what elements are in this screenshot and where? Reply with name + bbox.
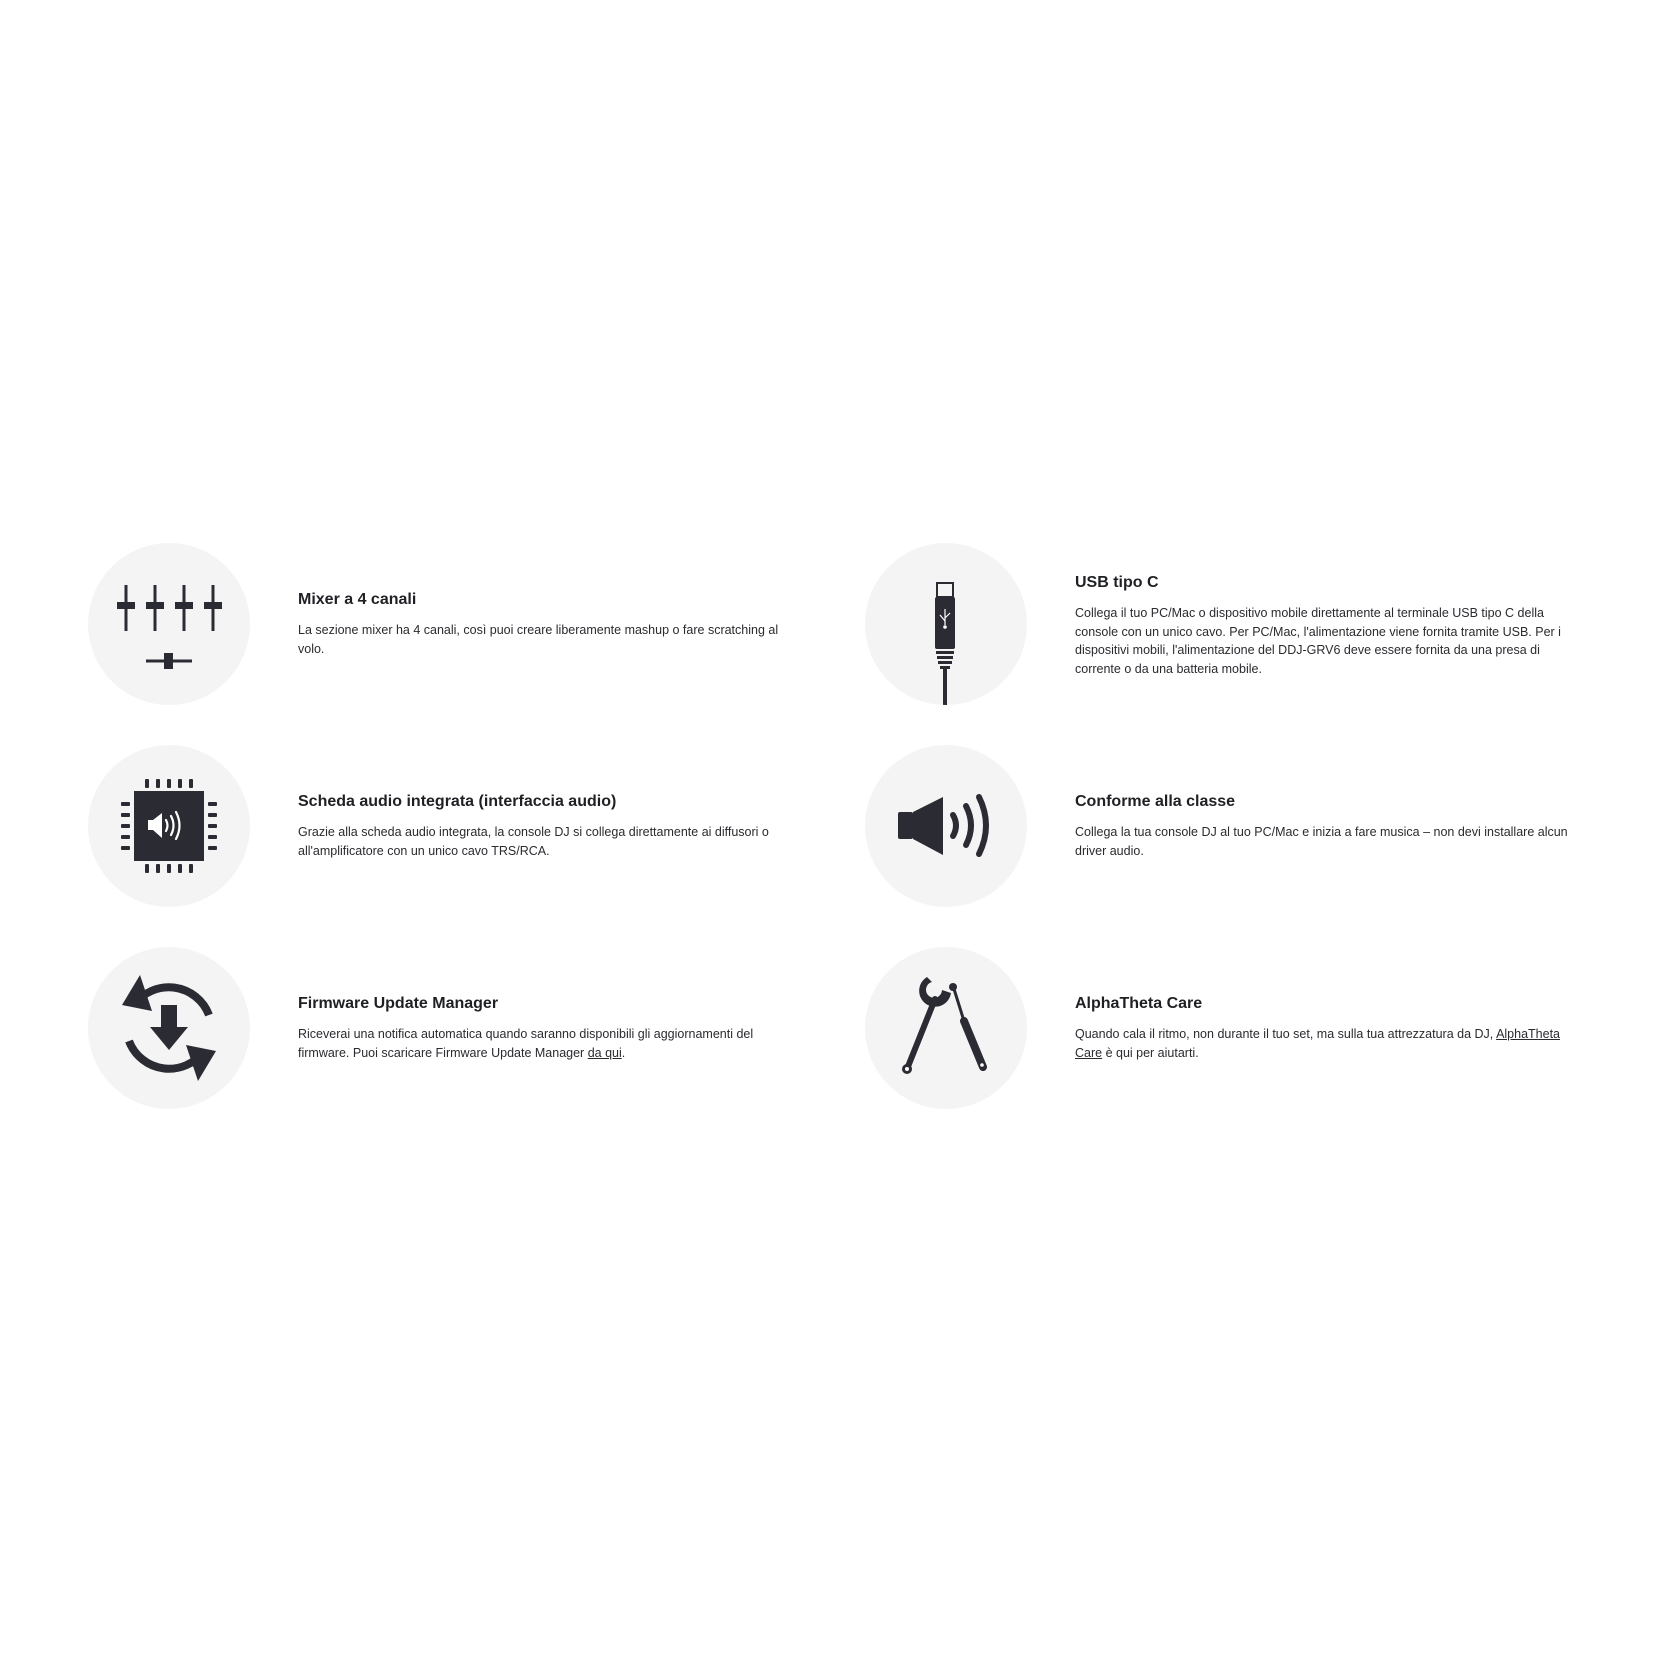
feature-firmware <box>88 947 848 1109</box>
feature-description: La sezione mixer ha 4 canali, così puoi creare liberamente mashup o fare scratching al volo. <box>298 623 779 656</box>
feature-title: Conforme alla classe <box>1075 793 1236 810</box>
feature-title: USB tipo C <box>1075 574 1159 591</box>
feature-audio-card <box>88 745 848 907</box>
feature-class-compliant <box>865 745 1625 907</box>
feature-description: Collega la tua console DJ al tuo PC/Mac e inizia a fare musica – non devi installare alcun driver audio. <box>1075 825 1568 858</box>
feature-title: Mixer a 4 canali <box>298 591 417 608</box>
feature-description: Collega il tuo PC/Mac o dispositivo mobile direttamente al terminale USB tipo C della console con un unico cavo. Per PC/Mac, l'alimentazione viene fornita tramite USB. Per i dispositivi mobili, l'alimentazione del DDJ-GRV6 deve essere fornita da una presa di corrente o da una batteria mobile. <box>1075 606 1561 676</box>
feature-description <box>298 1025 793 1062</box>
feature-alphatheta-care <box>865 947 1625 1109</box>
usb-c-cable-icon <box>865 543 1027 705</box>
feature-title: Scheda audio integrata (interfaccia audio) <box>298 793 617 810</box>
feature-usb-c <box>865 543 1625 705</box>
description-text-end: . <box>621 1045 626 1060</box>
feature-mixer <box>88 543 848 705</box>
firmware-download-link[interactable]: da qui <box>587 1045 622 1060</box>
tools-icon <box>865 947 1027 1109</box>
faders-icon <box>88 543 250 705</box>
description-text-end: è qui per aiutarti. <box>1102 1045 1199 1060</box>
description-text: Riceverai una notifica automatica quando saranno disponibili gli aggiornamenti del firmware. Puoi scaricare Firmware Update Manager <box>298 1027 754 1060</box>
firmware-update-icon <box>88 947 250 1109</box>
feature-title: AlphaTheta Care <box>1075 995 1203 1012</box>
alphatheta-care-link[interactable]: AlphaTheta Care <box>1075 1027 1560 1060</box>
description-text: Quando cala il ritmo, non durante il tuo set, ma sulla tua attrezzatura da DJ, <box>1075 1027 1497 1041</box>
audio-chip-icon <box>88 745 250 907</box>
speaker-icon <box>865 745 1027 907</box>
feature-description: Grazie alla scheda audio integrata, la console DJ si collega direttamente ai diffusori o all'amplificatore con un unico cavo TRS/RCA. <box>298 825 769 858</box>
feature-description <box>1075 1025 1575 1062</box>
feature-title: Firmware Update Manager <box>298 995 499 1012</box>
